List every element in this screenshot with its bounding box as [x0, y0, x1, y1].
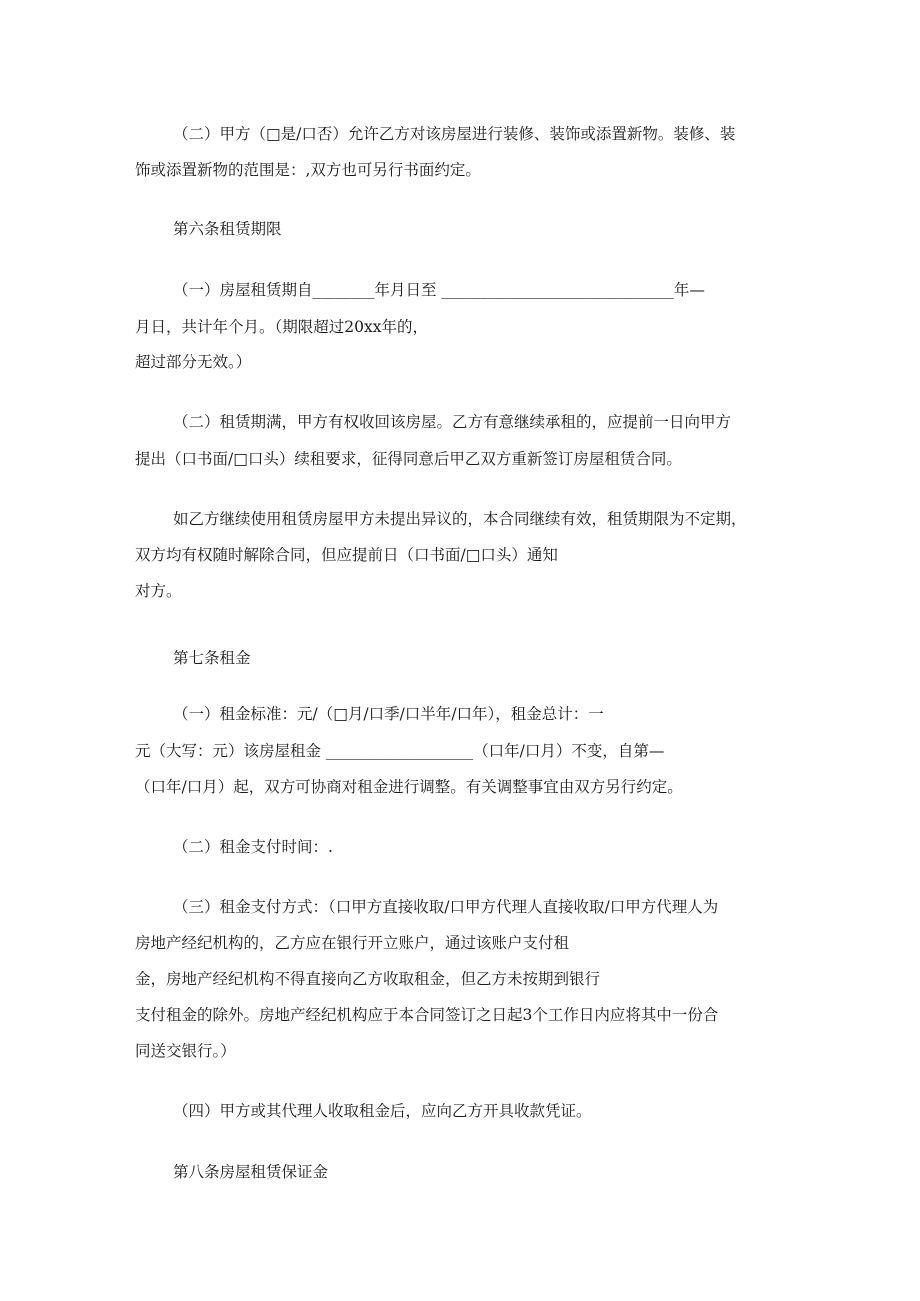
paragraph-7-2: （二）租金支付时间：.: [173, 838, 333, 856]
paragraph-7-3-line-3: 金，房地产经纪机构不得直接向乙方收取租金，但乙方未按期到银行: [135, 970, 601, 988]
paragraph-6-2-line-2: 提出（口书面/□口头）续租要求，征得同意后甲乙双方重新签订房屋租赁合同。: [135, 450, 682, 468]
paragraph-7-1-line-1: （一）租金标准：元/（□月/口季/口半年/口年），租金总计：一: [173, 705, 604, 723]
paragraph-6-1-line-1: （一）房屋租赁期自________年月日至 ______________________________年—: [173, 281, 705, 299]
paragraph-7-3-line-5: 同送交银行。）: [135, 1042, 236, 1060]
paragraph-7-3-line-2: 房地产经纪机构的，乙方应在银行开立账户，通过该账户支付租: [135, 934, 570, 952]
paragraph-6-3-line-1: 如乙方继续使用租赁房屋甲方未提出异议的，本合同继续有效，租赁期限为不定期，: [173, 510, 747, 528]
article-6-heading: 第六条租赁期限: [173, 220, 282, 238]
paragraph-7-3-line-1: （三）租金支付方式：（口甲方直接收取/口甲方代理人直接收取/口甲方代理人为: [173, 898, 719, 916]
paragraph-6-2-line-1: （二）租赁期满，甲方有权收回该房屋。乙方有意继续承租的，应提前一日向甲方: [173, 413, 732, 431]
paragraph-5-2-line-2: 饰或添置新物的范围是：,双方也可另行书面约定。: [135, 161, 481, 179]
paragraph-7-4: （四）甲方或其代理人收取租金后，应向乙方开具收款凭证。: [173, 1102, 592, 1120]
paragraph-6-1-line-2: 月日，共计年个月。（期限超过20xx年的，: [135, 318, 428, 336]
paragraph-7-3-line-4: 支付租金的除外。房地产经纪机构应于本合同签订之日起3个工作日内应将其中一份合: [135, 1006, 719, 1024]
article-7-heading: 第七条租金: [173, 649, 251, 667]
paragraph-6-3-line-3: 对方。: [135, 582, 182, 600]
paragraph-7-1-line-3: （口年/口月）起，双方可协商对租金进行调整。有关调整事宜由双方另行约定。: [135, 778, 683, 796]
paragraph-7-1-line-2: 元（大写：元）该房屋租金 ___________________（口年/口月）不变，自第—: [135, 742, 665, 760]
paragraph-6-1-line-3: 超过部分无效。）: [135, 353, 252, 371]
article-8-heading: 第八条房屋租赁保证金: [173, 1163, 329, 1181]
paragraph-5-2-line-1: （二）甲方（□是/口否）允许乙方对该房屋进行装修、装饰或添置新物。装修、装: [173, 125, 736, 143]
paragraph-6-3-line-2: 双方均有权随时解除合同，但应提前日（口书面/□口头）通知: [135, 546, 558, 564]
